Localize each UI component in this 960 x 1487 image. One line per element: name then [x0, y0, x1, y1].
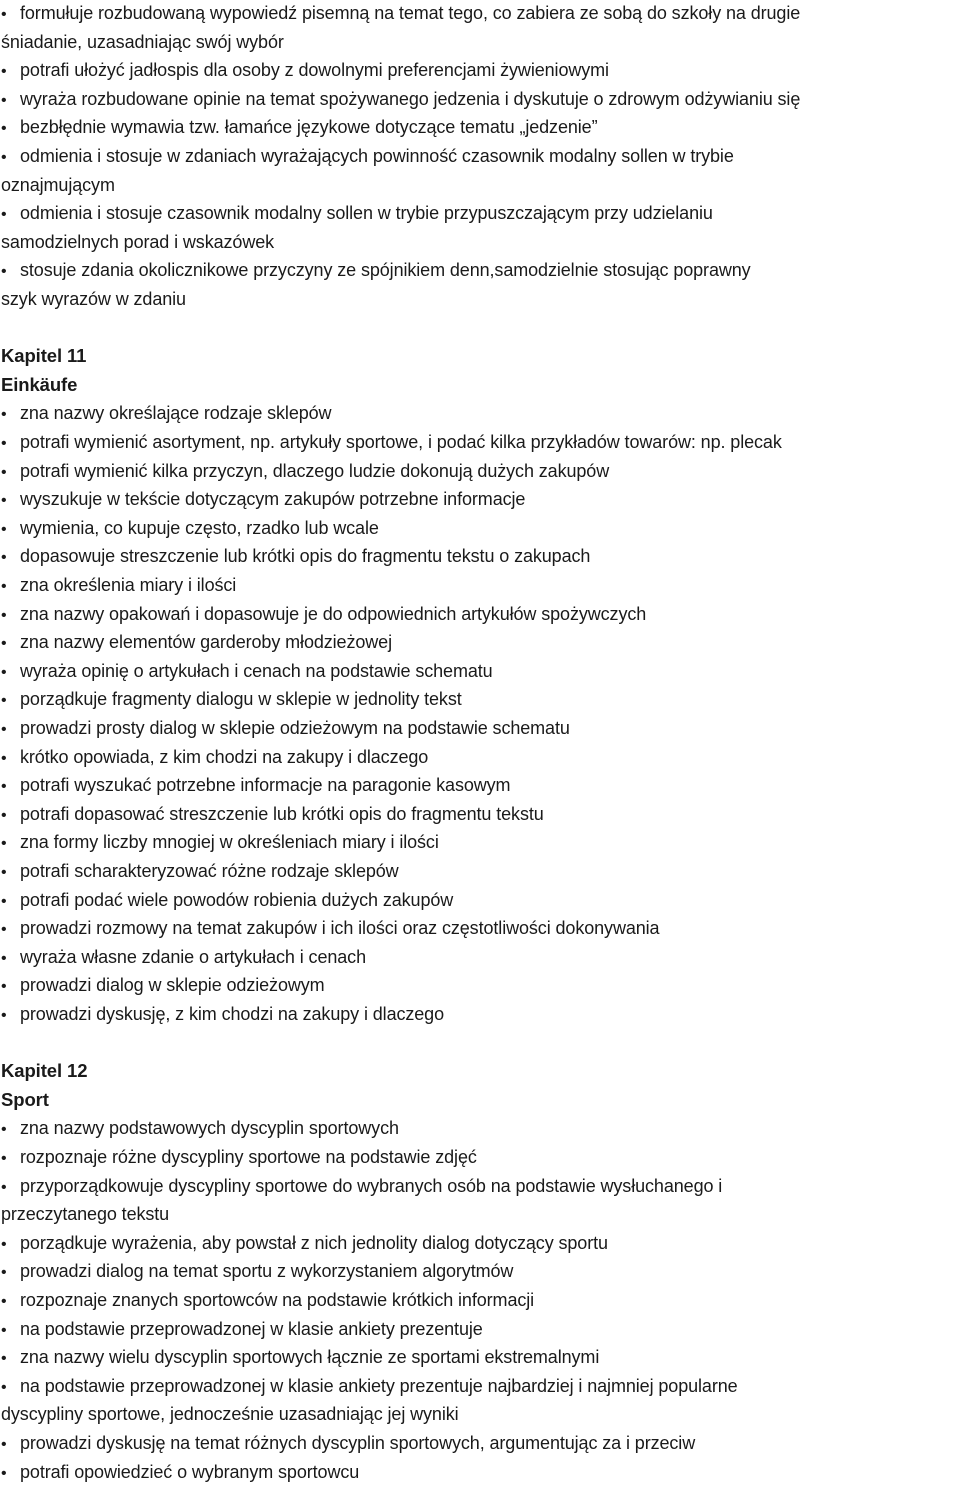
list-item: [1, 1373, 738, 1399]
bullet-icon: •: [1, 463, 7, 481]
list-item-text: potrafi wymienić asortyment, np. artykuły sportowe, i podać kilka przykładów towarów: np. plecak: [20, 432, 782, 452]
list-item-text: zna nazwy podstawowych dyscyplin sportowych: [20, 1118, 399, 1139]
list-item: [1, 1459, 359, 1485]
list-item-text: rozpoznaje znanych sportowców na podstawie krótkich informacji: [20, 1290, 535, 1310]
list-item: [1, 200, 713, 226]
bullet-icon: •: [1, 1436, 7, 1453]
list-item: [1, 57, 609, 83]
bullet-icon: •: [1, 1150, 7, 1167]
list-item-text: potrafi podać wiele powodów robienia dużych zakupów: [20, 889, 454, 910]
list-item: [1, 458, 609, 484]
bullet-icon: •: [1, 892, 7, 910]
bullet-icon: •: [1, 63, 7, 81]
list-item-text: potrafi opowiedzieć o wybranym sportowcu: [20, 1461, 360, 1482]
bullet-icon: •: [1, 778, 7, 796]
list-item: [1, 400, 331, 426]
list-item: [1, 257, 751, 283]
bullet-icon: •: [1, 721, 7, 738]
list-item: [1, 543, 590, 569]
bullet-icon: •: [1, 749, 7, 767]
list-item: [1, 486, 525, 512]
list-item: [1, 629, 392, 655]
list-item: [1, 1173, 722, 1199]
bullet-icon: •: [1, 921, 7, 939]
bullet-icon: •: [1, 663, 7, 681]
list-item: [1, 744, 428, 770]
list-item: [1, 1344, 599, 1370]
bullet-icon: •: [1, 549, 7, 567]
bullet-icon: •: [1, 1350, 7, 1368]
section-heading: Sport: [1, 1088, 49, 1110]
bullet-icon: •: [1, 1378, 7, 1396]
list-item: [1, 1115, 399, 1141]
bullet-icon: •: [1, 1321, 7, 1339]
list-item: [1, 601, 646, 627]
list-item: [1, 143, 734, 169]
bullet-icon: •: [1, 120, 7, 138]
list-item: [1, 1144, 477, 1170]
list-item-continuation: śniadanie, uzasadniając swój wybór: [1, 31, 284, 52]
list-item-text: wyraża własne zdanie o artykułach i cenach: [20, 946, 366, 967]
list-item-text: krótko opowiada, z kim chodzi na zakupy i dlaczego: [20, 746, 429, 767]
list-item-text: prowadzi prosty dialog w sklepie odzieżowym na podstawie schematu: [20, 718, 570, 738]
list-item-continuation: samodzielnych porad i wskazówek: [1, 231, 275, 252]
list-item-continuation: dyscypliny sportowe, jednocześnie uzasadniając jej wyniki: [1, 1404, 459, 1425]
list-item-text: wyraża rozbudowane opinie na temat spożywanego jedzenia i dyskutuje o zdrowym odżywianiu się: [20, 88, 801, 109]
list-item-continuation: oznajmującym: [1, 174, 115, 195]
list-item: [1, 772, 510, 798]
list-item-text: przyporządkowuje dyscypliny sportowe do wybranych osób na podstawie wysłuchanego i: [20, 1175, 723, 1196]
list-item-text: prowadzi dialog na temat sportu z wykorzystaniem algorytmów: [20, 1261, 514, 1282]
bullet-icon: •: [1, 406, 7, 424]
list-item-text: na podstawie przeprowadzonej w klasie ankiety prezentuje: [20, 1318, 483, 1339]
bullet-icon: •: [1, 1293, 7, 1310]
list-item-text: zna określenia miary i ilości: [20, 575, 237, 595]
section-heading: Kapitel 12: [1, 1060, 88, 1082]
list-item-continuation: przeczytanego tekstu: [1, 1204, 170, 1225]
list-item-text: wyszukuje w tekście dotyczącym zakupów potrzebne informacje: [20, 489, 526, 510]
list-item: [1, 887, 453, 913]
list-item: [1, 86, 800, 112]
bullet-icon: •: [1, 949, 7, 967]
list-item: [1, 829, 439, 855]
bullet-icon: •: [1, 635, 7, 653]
bullet-icon: •: [1, 6, 7, 23]
list-item: [1, 686, 462, 712]
bullet-icon: •: [1, 864, 7, 881]
list-item: [1, 572, 236, 598]
list-item: [1, 515, 379, 541]
list-item-text: prowadzi dialog w sklepie odzieżowym: [20, 975, 325, 996]
list-item-continuation: szyk wyrazów w zdaniu: [1, 289, 186, 309]
bullet-icon: •: [1, 435, 7, 452]
list-item-text: zna nazwy wielu dyscyplin sportowych łącznie ze sportami ekstremalnymi: [20, 1347, 600, 1368]
list-item: [1, 1316, 483, 1342]
bullet-icon: •: [1, 578, 7, 595]
list-item: [1, 944, 366, 970]
list-item: [1, 658, 493, 684]
list-item: [1, 858, 399, 884]
list-item-text: potrafi wyszukać potrzebne informacje na paragonie kasowym: [20, 775, 511, 796]
list-item-text: odmienia i stosuje w zdaniach wyrażających powinność czasownik modalny sollen w trybie: [20, 146, 734, 166]
list-item-text: bezbłędnie wymawia tzw. łamańce językowe dotyczące tematu „jedzenie”: [20, 117, 598, 138]
list-item-text: wymienia, co kupuje często, rzadko lub wcale: [20, 517, 379, 538]
bullet-icon: •: [1, 978, 7, 996]
list-item-text: dopasowuje streszczenie lub krótki opis do fragmentu tekstu o zakupach: [20, 546, 591, 567]
bullet-icon: •: [1, 1264, 7, 1282]
bullet-icon: •: [1, 149, 7, 166]
list-item-text: zna nazwy określające rodzaje sklepów: [20, 403, 332, 424]
list-item: [1, 114, 597, 140]
list-item-text: wyraża opinię o artykułach i cenach na podstawie schematu: [20, 660, 493, 681]
list-item-text: prowadzi dyskusję, z kim chodzi na zakupy i dlaczego: [20, 1004, 445, 1024]
list-item: [1, 0, 800, 26]
bullet-icon: •: [1, 606, 7, 624]
bullet-icon: •: [1, 1235, 7, 1253]
bullet-icon: •: [1, 206, 7, 224]
list-item: [1, 915, 659, 941]
list-item-text: porządkuje wyrażenia, aby powstał z nich jednolity dialog dotyczący sportu: [20, 1232, 608, 1253]
list-item: [1, 801, 544, 827]
bullet-icon: •: [1, 263, 7, 281]
list-item-text: zna nazwy opakowań i dopasowuje je do odpowiednich artykułów spożywczych: [20, 603, 647, 624]
list-item: [1, 1287, 534, 1313]
bullet-icon: •: [1, 1464, 7, 1482]
list-item: [1, 715, 570, 741]
list-item: [1, 429, 782, 455]
bullet-icon: •: [1, 91, 7, 109]
list-item-text: prowadzi dyskusję na temat różnych dyscyplin sportowych, argumentując za i przeciw: [20, 1433, 696, 1453]
bullet-icon: •: [1, 520, 7, 538]
list-item-text: na podstawie przeprowadzonej w klasie ankiety prezentuje najbardziej i najmniej popularne: [20, 1375, 738, 1396]
bullet-icon: •: [1, 1121, 7, 1139]
list-item-text: potrafi ułożyć jadłospis dla osoby z dowolnymi preferencjami żywieniowymi: [20, 60, 609, 81]
bullet-icon: •: [1, 492, 7, 510]
list-item-text: zna nazwy elementów garderoby młodzieżowej: [20, 632, 392, 653]
list-item-text: stosuje zdania okolicznikowe przyczyny ze spójnikiem denn,samodzielnie stosując poprawny: [20, 260, 751, 281]
list-item: [1, 1258, 513, 1284]
list-item-text: zna formy liczby mnogiej w określeniach miary i ilości: [20, 832, 439, 853]
list-item-text: potrafi dopasować streszczenie lub krótki opis do fragmentu tekstu: [20, 803, 544, 824]
list-item-text: rozpoznaje różne dyscypliny sportowe na podstawie zdjęć: [20, 1147, 477, 1167]
bullet-icon: •: [1, 806, 7, 824]
list-item-text: odmienia i stosuje czasownik modalny sollen w trybie przypuszczającym przy udzielaniu: [20, 203, 713, 224]
list-item-text: porządkuje fragmenty dialogu w sklepie w jednolity tekst: [20, 689, 462, 710]
list-item-text: potrafi scharakteryzować różne rodzaje sklepów: [20, 861, 399, 881]
list-item-text: prowadzi rozmowy na temat zakupów i ich ilości oraz częstotliwości dokonywania: [20, 918, 660, 939]
list-item: [1, 972, 325, 998]
list-item-text: potrafi wymienić kilka przyczyn, dlaczego ludzie dokonują dużych zakupów: [20, 460, 610, 481]
list-item: [1, 1001, 444, 1027]
section-heading: Einkäufe: [1, 373, 78, 395]
bullet-icon: •: [1, 1178, 7, 1196]
list-item: [1, 1430, 695, 1456]
section-heading: Kapitel 11: [1, 345, 87, 367]
list-item-text: formułuje rozbudowaną wypowiedź pisemną na temat tego, co zabiera ze sobą do szkoły na drugie: [20, 3, 801, 23]
bullet-icon: •: [1, 835, 7, 853]
list-item: [1, 1230, 608, 1256]
bullet-icon: •: [1, 1007, 7, 1024]
bullet-icon: •: [1, 692, 7, 710]
